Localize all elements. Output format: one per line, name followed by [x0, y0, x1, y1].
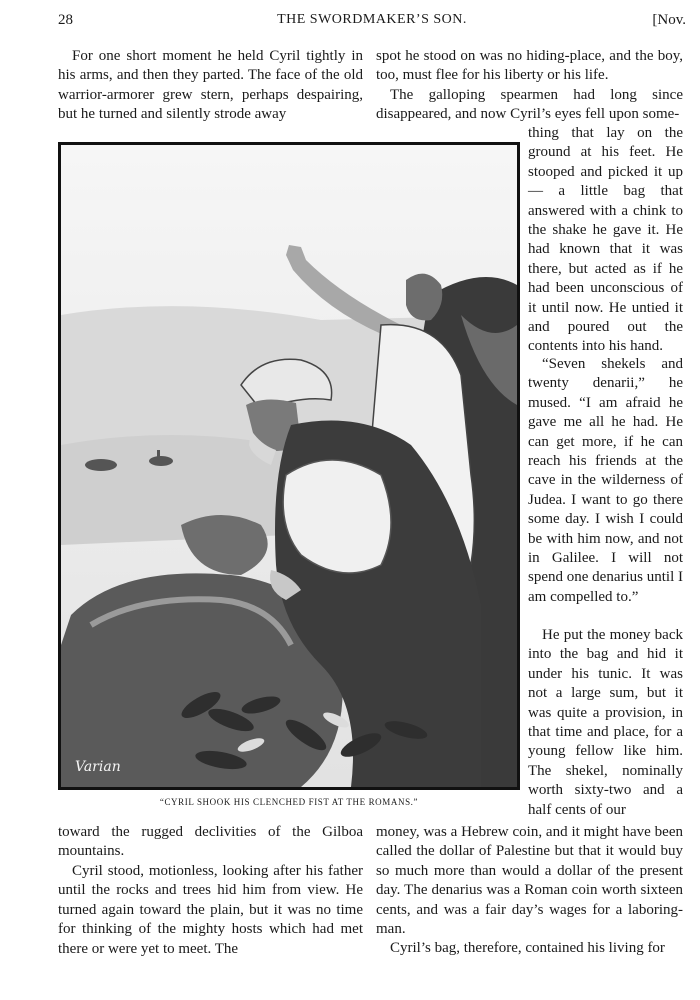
right-paragraph-3: “Seven shekels and twenty denarii,” he mused. “I am afraid he gave me all he had. He can get more, if he can reach his friends at the cave in the wilderness of Judea. I want to go there some day. I wish I could be with him now, and not in Galilee. I will not spend one denarius until I am compelled to.” — [528, 356, 683, 605]
page-header — [58, 12, 686, 36]
artist-signature: Varian — [75, 759, 121, 775]
right-bottom-paragraph-2: Cyril’s bag, therefore, contained his living for — [390, 940, 665, 956]
right-bottom-paragraph-1: money, was a Hebrew coin, and it might have been called the dollar of Palestine but that it would buy so much more than would a dollar of the present day. The denarius was a Roman coin worth sixteen cents, and was a fair day’s wages for a laboring-man. — [376, 824, 683, 938]
page-number: 28 — [58, 12, 73, 28]
illustration-drawing — [61, 145, 517, 787]
right-paragraph-4: He put the money back into the bag and hid it under his tunic. It was not a large sum, but it was quite a provision, in that time and place, for a young fellow like him. The shekel, nominally worth sixty-two and a half cents of our — [528, 627, 683, 818]
right-paragraph-2-full: The galloping spearmen had long since disappeared, and now Cyril’s eyes fell upon some- — [376, 87, 683, 123]
right-paragraph-2-narrow: thing that lay on the ground at his feet. He stooped and picked it up — a little bag that answered with a chink to the shake he gave it. He had known that it was there, but acted as if he had been unconscious of it until now. He untied it and poured out the contents into his hand. — [528, 125, 683, 355]
left-bottom-paragraph-1: toward the rugged declivities of the Gilboa mountains. — [58, 824, 363, 860]
left-top-paragraph: For one short moment he held Cyril tightly in his arms, and then they parted. The face of the old warrior-armorer grew stern, perhaps despairing, but he turned and silently strode away — [58, 48, 363, 123]
issue-month: [Nov. — [652, 12, 686, 28]
right-top-paragraph: spot he stood on was no hiding-place, and the boy, too, must flee for his liberty or his life. — [376, 48, 683, 84]
illustration-caption: “CYRIL SHOOK HIS CLENCHED FIST AT THE ROMANS.” — [159, 797, 419, 807]
running-title: THE SWORDMAKER’S SON. — [277, 12, 467, 27]
illustration — [58, 142, 520, 790]
left-bottom-paragraph-2: Cyril stood, motionless, looking after his father until the rocks and trees hid him from view. He turned again toward the plain, but it was no time for thinking of the mighty hosts which had met there or were yet to meet. The — [58, 863, 363, 957]
